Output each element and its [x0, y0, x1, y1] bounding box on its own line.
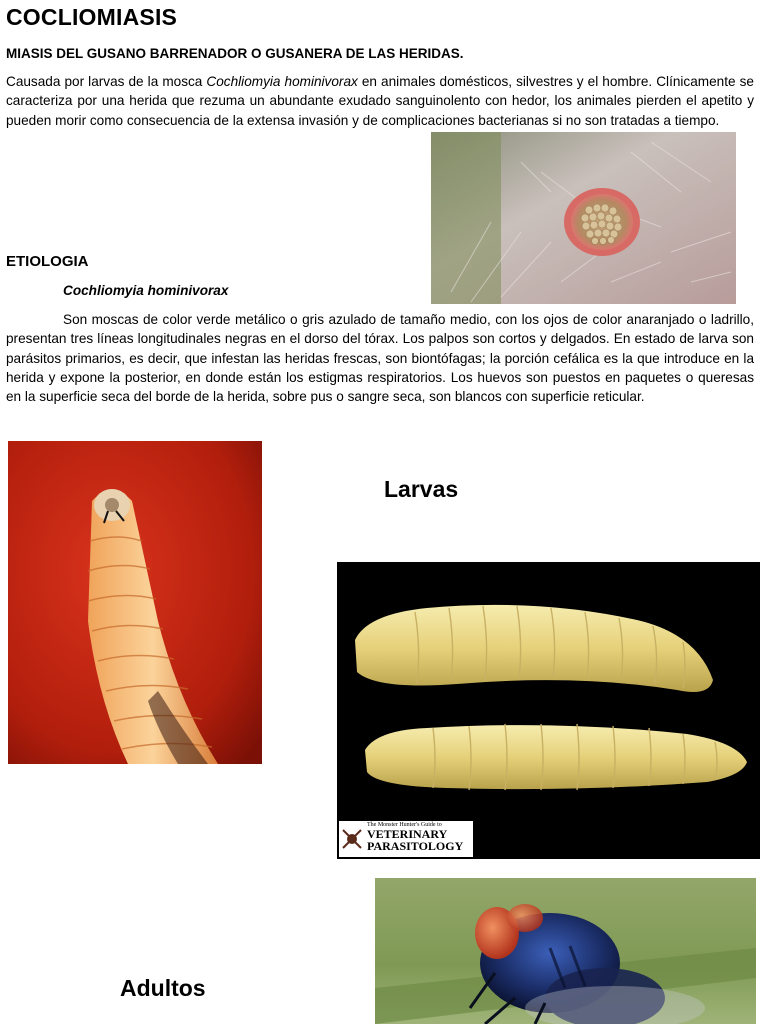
larvae-pair-photo — [337, 562, 760, 859]
veterinary-parasitology-watermark — [367, 822, 463, 852]
watermark-line2: VETERINARY — [367, 827, 448, 841]
intro-text-end: en animales domésticos, silvestres y el hombre. Clínicamente se caracteriza por una herida que rezuma un abundante exudado sanguinolento con hedor, los animales pierden el apetito y pueden morir como consecuencia de la extensa invasión y de complicaciones bacterianas si no son tratadas a tiempo. — [6, 74, 754, 128]
label-adultos: Adultos — [120, 975, 206, 1001]
intro-text-start: Causada por larvas de la mosca — [6, 74, 207, 89]
section-heading-etiologia: ETIOLOGIA — [6, 253, 89, 270]
larva-closeup-photo — [8, 441, 262, 764]
page-subtitle: MIASIS DEL GUSANO BARRENADOR O GUSANERA DE LAS HERIDAS. — [6, 46, 464, 61]
wound-photo — [431, 132, 736, 304]
description-paragraph: Son moscas de color verde metálico o gris azulado de tamaño medio, con los ojos de color anaranjado o ladrillo, presentan tres líneas longitudinales negras en el dorso del tórax. Los palpos son cortos y delgados. En estado de larva son parásitos primarios, es decir, que infestan las heridas frescas, son biontófagas; la porción cefálica es la que introduce en la herida y expone la posterior, en donde están los estigmas respiratorios. Los huevos son puestos en paquetes o queresas en la superficie seca del borde de la herida, sobre pus o sangre seca, son blancos con superficie reticular. — [6, 312, 754, 405]
page-title: COCLIOMIASIS — [6, 4, 178, 30]
intro-species: Cochliomyia hominivorax — [206, 74, 358, 89]
intro-paragraph — [6, 72, 754, 130]
species-heading: Cochliomyia hominivorax — [63, 283, 229, 298]
watermark-line3: PARASITOLOGY — [367, 839, 464, 853]
label-larvas: Larvas — [384, 476, 459, 502]
watermark-line1: The Monster Hunter's Guide to — [367, 822, 442, 828]
adult-fly-photo — [375, 878, 756, 1024]
